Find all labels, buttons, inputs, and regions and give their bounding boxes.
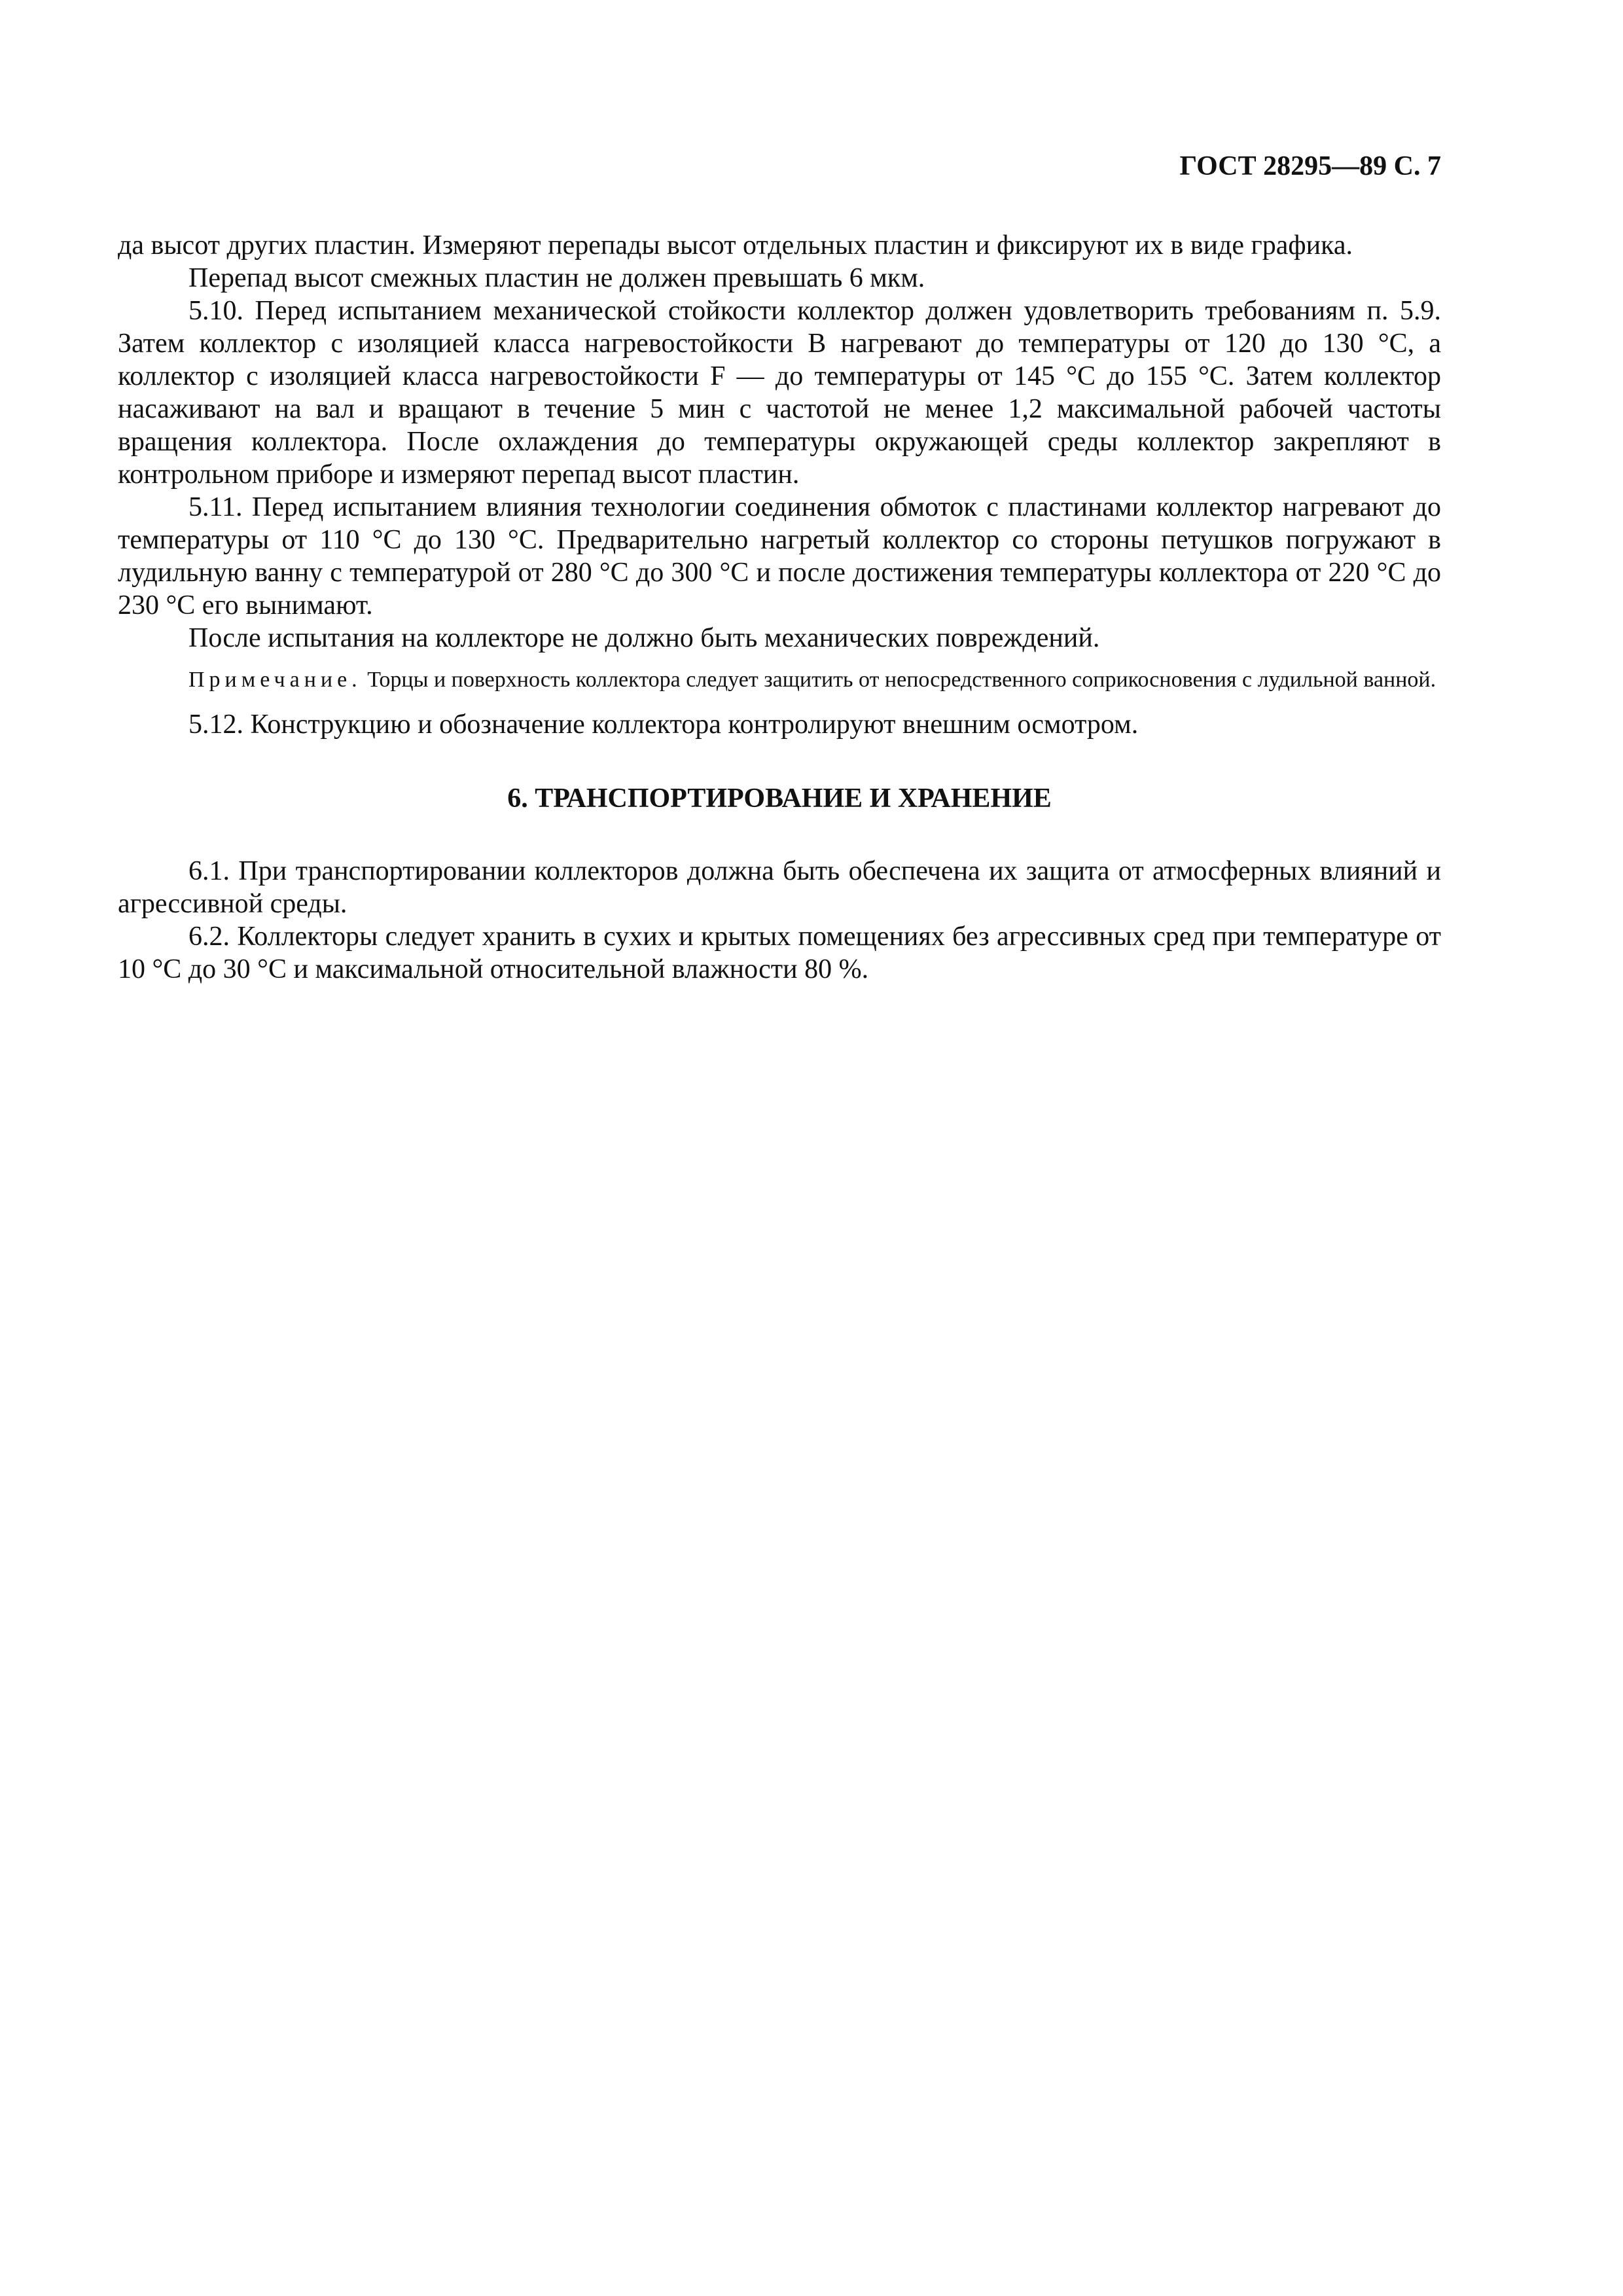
paragraph-5-11: 5.11. Перед испытанием влияния технологии соединения обмоток с пластинами коллектор нагревают до температуры от 110 °С до 130 °С. Предварительно нагретый коллектор со стороны петушков погружают в лудильную ванну с температурой от 280 °С до 300 °С и после достижения температуры коллектора от 220 °С до 230 °С его вынимают. [118, 492, 1441, 620]
paragraph-continued: да высот других пластин. Измеряют перепады высот отдельных пластин и фиксируют их в виде графика. [118, 230, 1353, 260]
note [118, 666, 1441, 694]
paragraph-after-test: После испытания на коллекторе не должно быть механических повреждений. [188, 623, 1100, 653]
page-header: ГОСТ 28295—89 С. 7 [1179, 151, 1441, 181]
paragraph-5-12: 5.12. Конструкцию и обозначение коллектора контролируют внешним осмотром. [188, 709, 1139, 740]
paragraph-5-10: 5.10. Перед испытанием механической стойкости коллектор должен удовлетворить требованиям п. 5.9. Затем коллектор с изоляцией класса нагревостойкости В нагревают до температуры от 120 до 130 °С, а коллектор с изоляцией класса нагревостойкости F — до температуры от 145 °С до 155 °С. Затем коллектор насаживают на вал и вращают в течение 5 мин с частотой не менее 1,2 максимальной рабочей частоты вращения коллектора. После охлаждения до температуры окружающей среды коллектор закрепляют в контрольном приборе и измеряют перепад высот пластин. [118, 296, 1441, 490]
note-text: Торцы и поверхность коллектора следует защитить от непосредственного соприкосновения с лудильной ванной. [361, 668, 1436, 692]
section-6-title: 6. ТРАНСПОРТИРОВАНИЕ И ХРАНЕНИЕ [507, 783, 1052, 814]
page-content [118, 229, 1441, 986]
paragraph-6-1: 6.1. При транспортировании коллекторов должна быть обеспечена их защита от атмосферных влияний и агрессивной среды. [118, 856, 1441, 919]
note-label: Примечание. [188, 668, 362, 692]
paragraph-6-2: 6.2. Коллекторы следует хранить в сухих и крытых помещениях без агрессивных сред при температуре от 10 °С до 30 °С и максимальной относительной влажности 80 %. [118, 922, 1441, 984]
paragraph-height-difference-limit: Перепад высот смежных пластин не должен превышать 6 мкм. [188, 263, 925, 293]
